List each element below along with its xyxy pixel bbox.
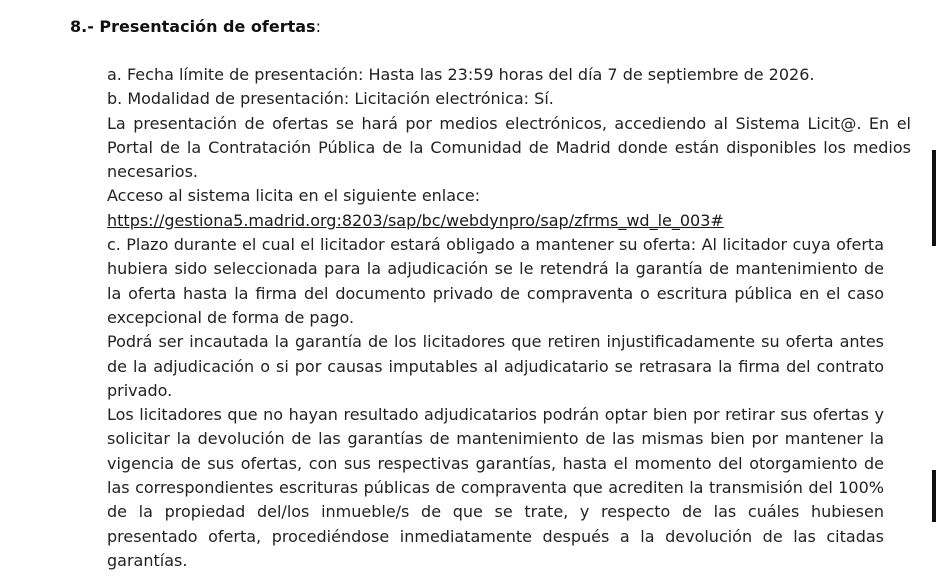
electronic-submission-paragraph: La presentación de ofertas se hará por medios electrónicos, accediendo al Sistema Licit@. En el Portal de la Contratación Pública de la Comunidad de Madrid donde están disponibles los medios necesarios. [107,113,911,182]
page-edge-mark [932,150,936,246]
section-title-colon: : [315,17,321,36]
item-c-validity: c. Plazo durante el cual el licitador estará obligado a mantener su oferta: Al licitador cuya oferta hubiera sido seleccionada para la adjudicación se le retendrá la garantía de mantenimiento de la oferta hasta la firma del documento privado de compraventa o escritura pública en el caso excepcional de forma de pago. [107,235,884,327]
page-edge-mark [932,470,936,522]
item-b-modality: b. Modalidad de presentación: Licitación electrónica: Sí. [107,89,554,109]
section-heading [70,15,321,39]
licita-link[interactable]: https://gestiona5.madrid.org:8203/sap/bc/webdynpro/sap/zfrms_wd_le_003# [107,210,724,230]
access-paragraph: Acceso al sistema licita en el siguiente enlace: [107,186,481,206]
withdrawal-paragraph: Los licitadores que no hayan resultado adjudicatarios podrán optar bien por retirar sus ofertas y solicitar la devolución de las garantías de mantenimiento de las mismas bien por mantener la vigencia de sus ofertas, con sus respectivas garantías, hasta el momento del otorgamiento de las correspondientes escrituras públicas de compraventa que acrediten la transmisión del 100% de la propiedad del/los inmueble/s de que se trate, y respecto de las cuáles hubiesen presentado oferta, procediéndose inmediatamente después a la devolución de las citadas garantías. [107,405,884,570]
section-title: 8.- Presentación de ofertas [70,17,316,36]
forfeiture-paragraph: Podrá ser incautada la garantía de los licitadores que retiren injustificadamente su oferta antes de la adjudicación o si por causas imputables al adjudicatario se retrasara la firma del contrato privado. [107,332,884,400]
section-body [107,63,911,573]
narrow-block [107,233,884,573]
item-a-deadline: a. Fecha límite de presentación: Hasta las 23:59 horas del día 7 de septiembre de 2026. [107,65,815,84]
